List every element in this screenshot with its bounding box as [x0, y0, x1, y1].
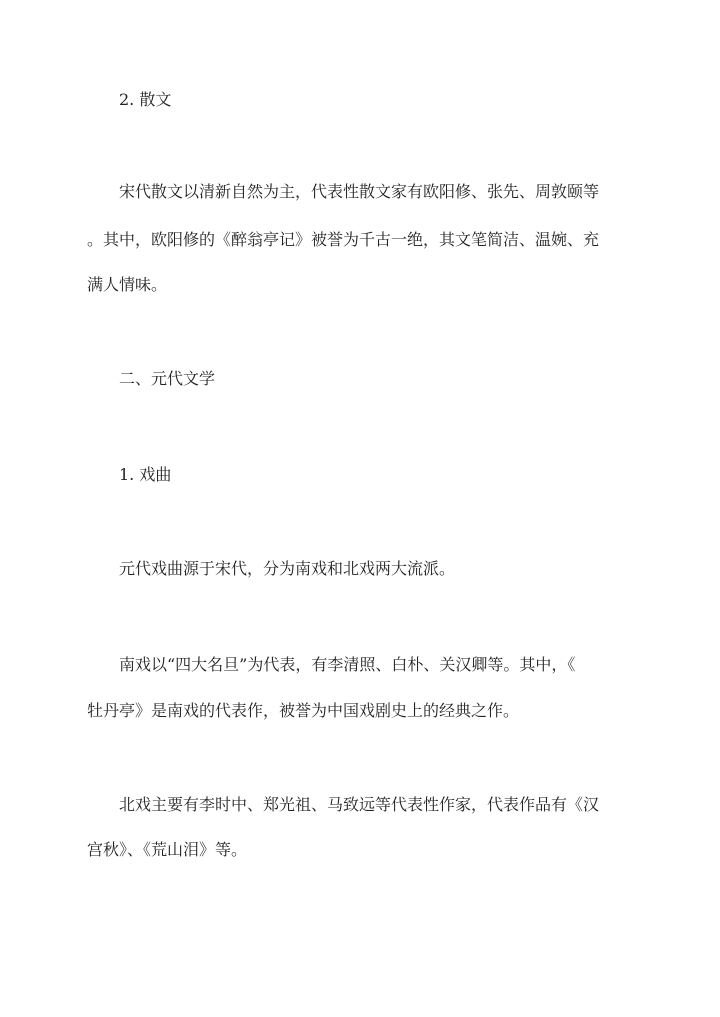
paragraph-line: 元代戏曲源于宋代，分为南戏和北戏两大流派。: [119, 559, 456, 578]
section-heading-yuan-literature: 二、元代文学: [119, 369, 216, 388]
paragraph-line: 满人情味。: [87, 275, 168, 294]
paragraph-line: 宋代散文以清新自然为主，代表性散文家有欧阳修、张先、周敦颐等: [119, 182, 600, 201]
section-heading-prose: 2. 散文: [119, 90, 172, 109]
paragraph-line: 。其中，欧阳修的《醉翁亭记》被誉为千古一绝，其文笔简洁、温婉、充: [87, 230, 600, 249]
paragraph-line: 北戏主要有李时中、郑光祖、马致远等代表性作家，代表作品有《汉: [119, 795, 600, 814]
paragraph-line: 宫秋》、《荒山泪》等。: [87, 840, 248, 859]
section-heading-drama: 1. 戏曲: [119, 465, 172, 484]
paragraph-line: 南戏以“四大名旦”为代表，有李清照、白朴、关汉卿等。其中，《: [119, 655, 576, 674]
paragraph-line: 牡丹亭》是南戏的代表作，被誉为中国戏剧史上的经典之作。: [87, 701, 520, 720]
